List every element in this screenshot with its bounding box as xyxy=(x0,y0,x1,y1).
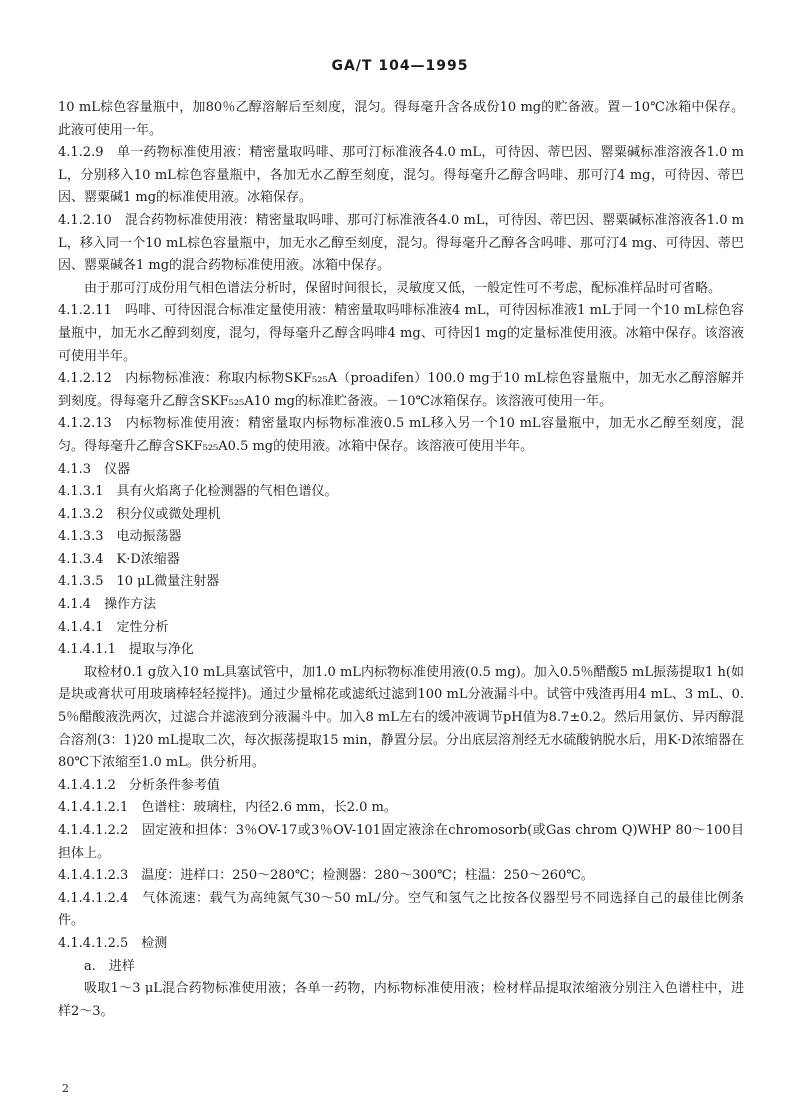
paragraph: 4.1.2.9 单一药物标准使用液：精密量取吗啡、那可汀标准液各4.0 mL，可待因、蒂巴因、罂粟碱标准溶液各1.0 mL，分别移入10 mL棕色容量瓶中，各加无水乙醇至刻度，混匀。得每毫升乙醇含吗啡、那可汀4 mg，可待因、蒂巴因、罂粟碱1 mg的标准使用液。冰箱保存。 xyxy=(58,145,744,206)
paragraph: 4.1.3.5 10 μL微量注射器 xyxy=(58,574,220,590)
paragraph: 4.1.3.1 具有火焰离子化检测器的气相色谱仪。 xyxy=(58,484,338,500)
paragraph: 4.1.4.1.2.1 色谱柱：玻璃柱，内径2.6 mm，长2.0 m。 xyxy=(58,800,397,816)
paragraph: 4.1.4.1.2 分析条件参考值 xyxy=(58,777,220,793)
paragraph: 10 mL棕色容量瓶中，加80％乙醇溶解后至刻度，混匀。得每毫升含各成份10 mg的贮备液。置－10℃冰箱中保存。此液可使用一年。 xyxy=(58,100,744,138)
paragraph: 4.1.4.1.2.4 气体流速：载气为高纯氮气30～50 mL/分。空气和氢气之比按各仪器型号不同选择自己的最佳比例条件。 xyxy=(58,890,744,929)
paragraph: 4.1.2.11 吗啡、可待因混合标准定量使用液：精密量取吗啡标准液4 mL，可待因标准液1 mL于同一个10 mL棕色容量瓶中，加无水乙醇到刻度，混匀，得每毫升乙醇含吗啡4 mg、可待因1 mg的定量标准使用液。冰箱中保存。该溶液可使用半年。 xyxy=(58,303,744,364)
document-body xyxy=(58,97,744,1023)
paragraph: 4.1.2.12 内标物标准液：称取内标物SKF₅₂₅A（proadifen）100.0 mg于10 mL棕色容量瓶中，加无水乙醇溶解并到刻度。得每毫升乙醇含SKF₅₂₅A10 mg的标准贮备液。－10℃冰箱保存。该溶液可使用一年。 xyxy=(58,371,744,409)
paragraph: 4.1.3 仪器 xyxy=(58,461,131,477)
paragraph: 4.1.3.3 电动振荡器 xyxy=(58,529,182,545)
paragraph: 取检材0.1 g放入10 mL具塞试管中，加1.0 mL内标物标准使用液(0.5 mg)。加入0.5％醋酸5 mL振荡提取1 h(如是块或膏状可用玻璃棒轻轻搅拌)。通过少量棉花或滤纸过滤到100 mL分液漏斗中。试管中残渣再用4 mL、3 mL、0.5％醋酸液洗两次，过滤合并滤液到分液漏斗中。加入8 mL左右的缓冲液调节pH值为8.7±0.2。然后用氯仿、异丙醇混合溶剂(3：1)20 mL提取二次，每次振荡提取15 min，静置分层。分出底层溶剂经无水硫酸钠脱水后，用K·D浓缩器在80℃下浓缩至1.0 mL。供分析用。 xyxy=(58,664,744,771)
paragraph: 4.1.3.4 K·D浓缩器 xyxy=(58,551,180,567)
paragraph: 4.1.4 操作方法 xyxy=(58,597,157,613)
paragraph: 4.1.4.1 定性分析 xyxy=(58,619,169,635)
paragraph: 4.1.4.1.2.5 检测 xyxy=(58,935,168,951)
paragraph: 4.1.4.1.2.3 温度：进样口：250～280℃；检测器：280～300℃；柱温：250～260℃。 xyxy=(58,868,594,884)
paragraph: 4.1.4.1.2.2 固定液和担体：3％OV-17或3％OV-101固定液涂在chromosorb(或Gas chrom Q)WHP 80～100目担体上。 xyxy=(58,823,744,861)
paragraph: 4.1.4.1.1 提取与净化 xyxy=(58,642,194,658)
paragraph: a. 进样 xyxy=(84,958,135,974)
paragraph: 4.1.2.10 混合药物标准使用液：精密量取吗啡、那可汀标准液各4.0 mL，可待因、蒂巴因、罂粟碱标准溶液各1.0 mL，移入同一个10 mL棕色容量瓶中，加无水乙醇至刻度，混匀。得每毫升乙醇各含吗啡、那可汀4 mg、可待因、蒂巴因、罂粟碱各1 mg的混合药物标准使用液。冰箱中保存。 xyxy=(58,212,744,274)
paragraph: 4.1.3.2 积分仪或微处理机 xyxy=(58,506,221,522)
page-number: 2 xyxy=(62,1082,69,1095)
paragraph: 吸取1～3 μL混合药物标准使用液；各单一药物，内标物标准使用液；检材样品提取浓缩液分别注入色谱柱中，进样2～3。 xyxy=(58,981,744,1019)
paragraph: 由于那可汀成份用气相色谱法分析时，保留时间很长，灵敏度又低，一般定性可不考虑，配标准样品时可省略。 xyxy=(84,280,722,296)
paragraph: 4.1.2.13 内标物标准使用液：精密量取内标物标准液0.5 mL移入另一个10 mL容量瓶中，加无水乙醇至刻度，混匀。得每毫升乙醇含SKF₅₂₅A0.5 mg的使用液。冰箱中保存。该溶液可使用半年。 xyxy=(58,416,744,454)
page-header: GA/T 104—1995 xyxy=(331,58,469,74)
